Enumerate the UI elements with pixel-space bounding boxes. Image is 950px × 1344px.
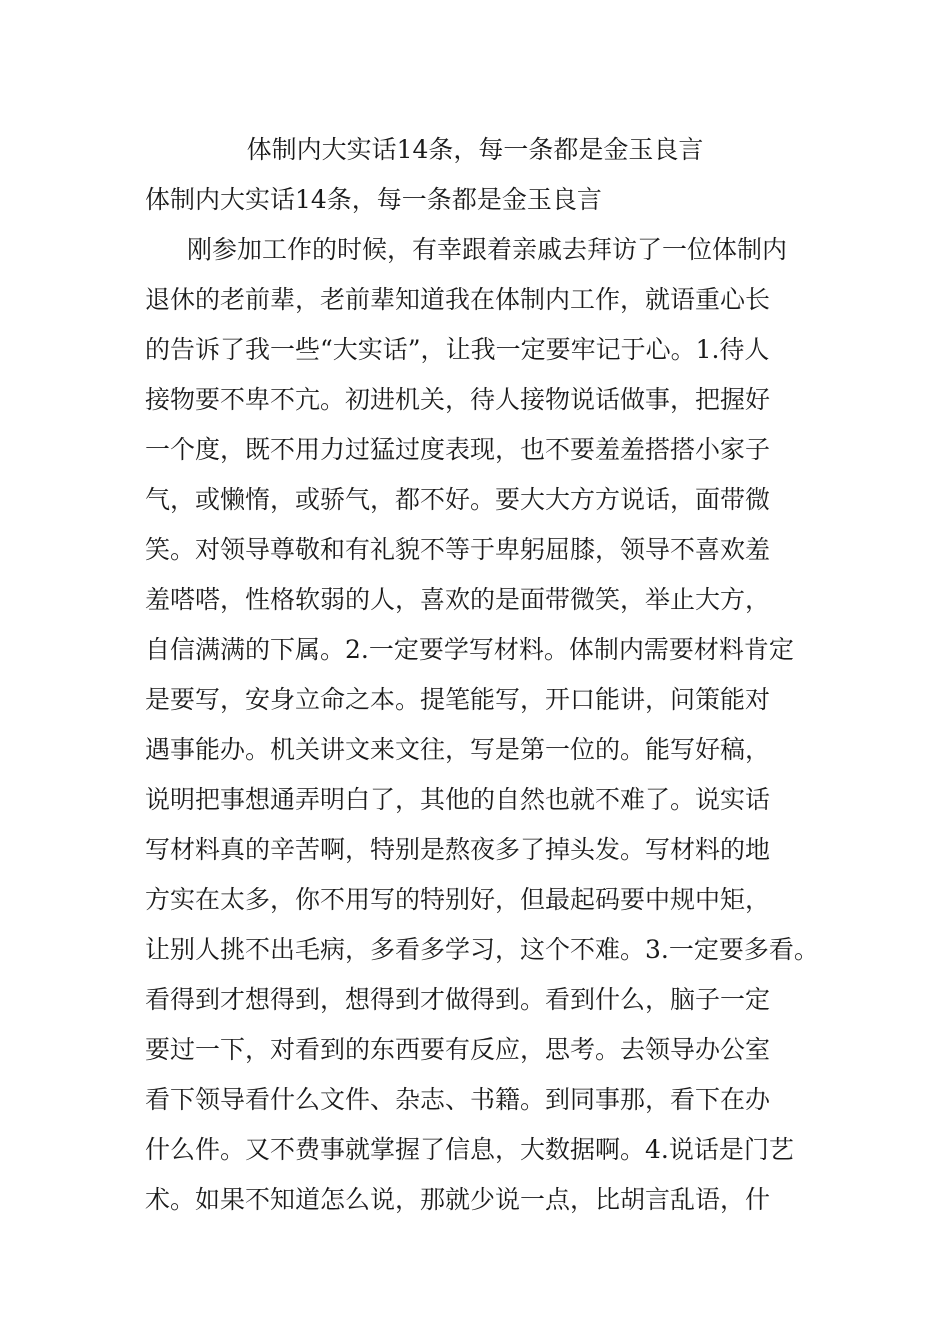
body-line: 一个度，既不用力过猛过度表现，也不要羞羞搭搭小家子: [145, 435, 771, 464]
body-line: 气，或懒惰，或骄气，都不好。要大大方方说话，面带微: [145, 485, 771, 514]
body-line: 看下领导看什么文件、杂志、书籍。到同事那，看下在办: [145, 1085, 771, 1114]
body-line: 的告诉了我一些“大实话”，让我一定要牢记于心。1.待人: [145, 335, 770, 364]
body-line: 要过一下，对看到的东西要有反应，思考。去领导办公室: [145, 1035, 771, 1064]
document-title: 体制内大实话14条，每一条都是金玉良言: [246, 135, 704, 164]
body-line: 写材料真的辛苦啊，特别是熬夜多了掉头发。写材料的地: [145, 835, 771, 864]
body-line: 羞嗒嗒，性格软弱的人，喜欢的是面带微笑，举止大方，: [145, 585, 771, 614]
body-line: 退休的老前辈，老前辈知道我在体制内工作，就语重心长: [145, 285, 771, 314]
body-line: 方实在太多，你不用写的特别好，但最起码要中规中矩，: [145, 885, 771, 914]
body-line: 接物要不卑不亢。初进机关，待人接物说话做事，把握好: [145, 385, 771, 414]
body-line: 遇事能办。机关讲文来文往，写是第一位的。能写好稿，: [145, 735, 771, 764]
body-line: 术。如果不知道怎么说，那就少说一点，比胡言乱语，什: [145, 1185, 771, 1214]
body-line: 让别人挑不出毛病，多看多学习，这个不难。3.一定要多看。: [145, 935, 819, 964]
document-body: [145, 232, 945, 1232]
body-line: 笑。对领导尊敬和有礼貌不等于卑躬屈膝，领导不喜欢羞: [145, 535, 771, 564]
body-line: 自信满满的下属。2.一定要学写材料。体制内需要材料肯定: [145, 635, 794, 664]
body-line: 看得到才想得到，想得到才做得到。看到什么，脑子一定: [145, 985, 771, 1014]
document-subtitle: 体制内大实话14条，每一条都是金玉良言: [145, 185, 602, 214]
body-line: 是要写，安身立命之本。提笔能写，开口能讲，问策能对: [145, 685, 771, 714]
body-line: 什么件。又不费事就掌握了信息，大数据啊。4.说话是门艺: [145, 1135, 794, 1164]
body-line: 说明把事想通弄明白了，其他的自然也就不难了。说实话: [145, 785, 771, 814]
body-line: 刚参加工作的时候，有幸跟着亲戚去拜访了一位体制内: [187, 235, 788, 264]
